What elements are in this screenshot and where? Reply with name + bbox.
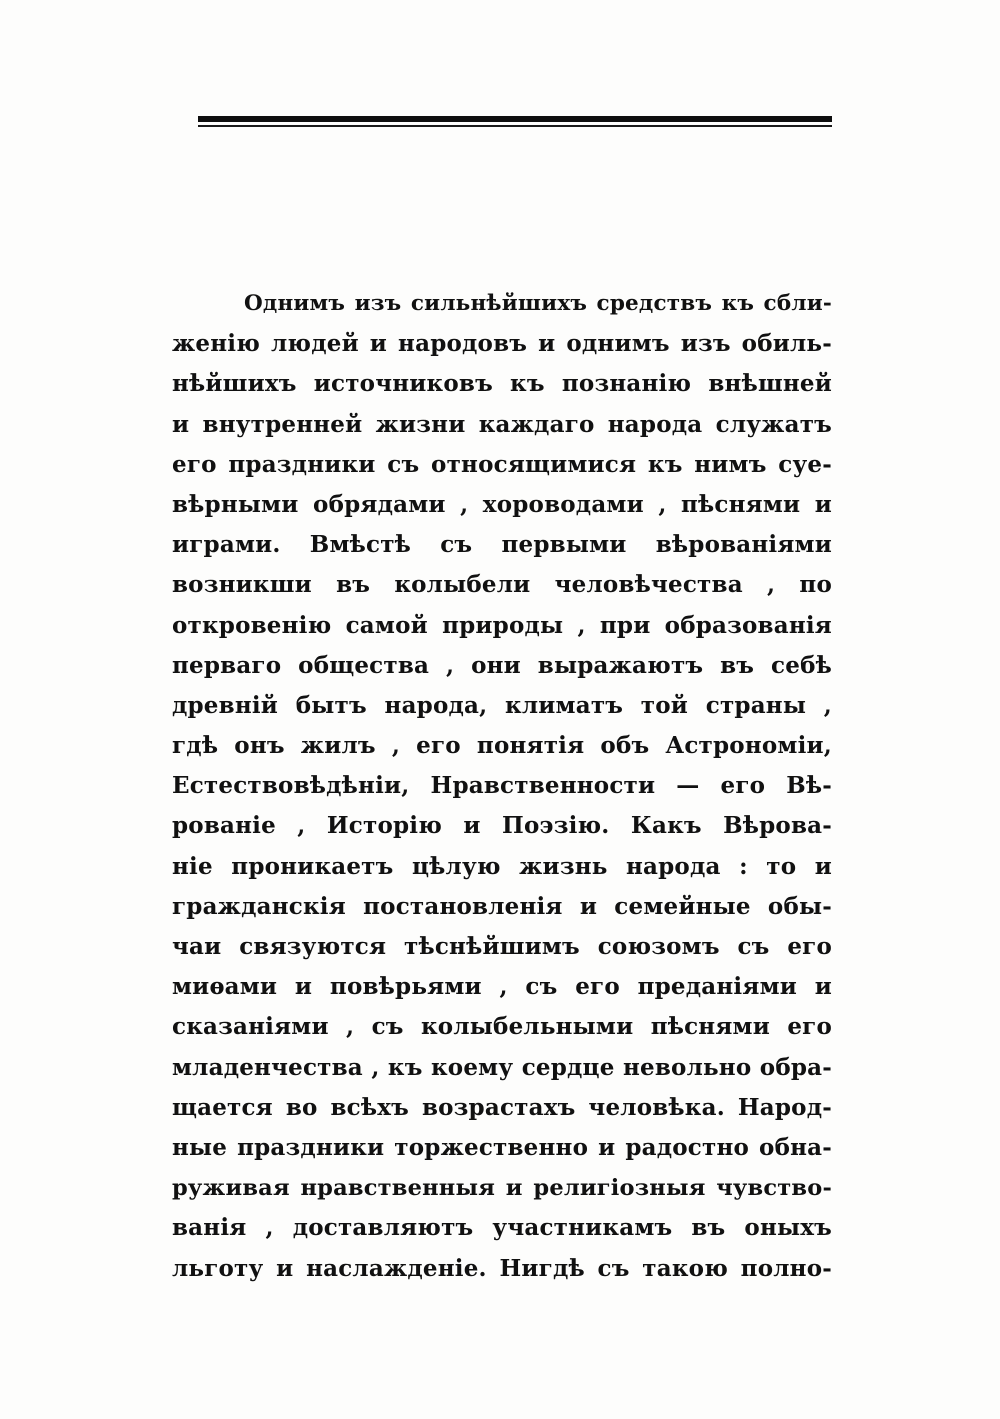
paragraph-line-14: рованіе , Исторію и Поэзію. Какъ Вѣрова- [172,812,832,840]
header-double-rule [198,116,832,130]
paragraph-line-19: сказаніями , съ колыбельными пѣснями его [172,1013,832,1041]
paragraph-line-23: руживая нравственныя и религіозныя чувство- [172,1175,832,1202]
paragraph-line-4: и внутренней жизни каждаго народа служатъ [172,410,832,438]
paragraph-line-25: льготу и наслажденіе. Нигдѣ съ такою полно- [172,1254,832,1282]
header-rule-thin [198,125,832,127]
paragraph-line-5: его праздники съ относящимися къ нимъ суе- [172,450,832,478]
paragraph-line-22: ные праздники торжественно и радостно обна- [172,1133,832,1161]
paragraph-line-11: древній бытъ народа, климатъ той страны , [172,691,832,719]
paragraph-line-15: ніе проникаетъ цѣлую жизнь народа : то и [172,852,832,880]
paragraph-line-12: гдѣ онъ жилъ , его понятія объ Астрономіи, [172,732,832,760]
body-paragraph [172,284,832,1289]
paragraph-line-9: откровенію самой природы , при образованія [172,611,832,639]
paragraph-line-17: чаи связуются тѣснѣйшимъ союзомъ съ его [172,933,832,960]
paragraph-line-8: возникши въ колыбели человѣчества , по [172,571,832,599]
paragraph-line-3: нѣйшихъ источниковъ къ познанію внѣшней [172,370,832,398]
paragraph-line-18: миѳами и повѣрьями , съ его преданіями и [172,973,832,1001]
paragraph-line-1: Однимъ изъ сильнѣйшихъ средствъ къ сбли- [244,291,832,316]
paragraph-line-16: гражданскія постановленія и семейные обы- [172,892,832,920]
paragraph-line-21: щается во всѣхъ возрастахъ человѣка. Народ- [172,1093,832,1121]
paragraph-line-13: Естествовѣдѣніи, Нравственности — его Вѣ- [172,772,832,800]
paragraph-line-7: играми. Вмѣстѣ съ первыми вѣрованіями [172,531,832,559]
paragraph-line-2: женію людей и народовъ и однимъ изъ обиль- [172,330,832,358]
paragraph-line-6: вѣрными обрядами , хороводами , пѣснями и [172,490,832,518]
paragraph-line-20: младенчества , къ коему сердце невольно обра- [172,1053,832,1081]
header-rule-thick [198,116,832,122]
paragraph-line-10: перваго общества , они выражаютъ въ себѣ [172,651,832,679]
paragraph-line-24: ванія , доставляютъ участникамъ въ оныхъ [172,1214,832,1242]
